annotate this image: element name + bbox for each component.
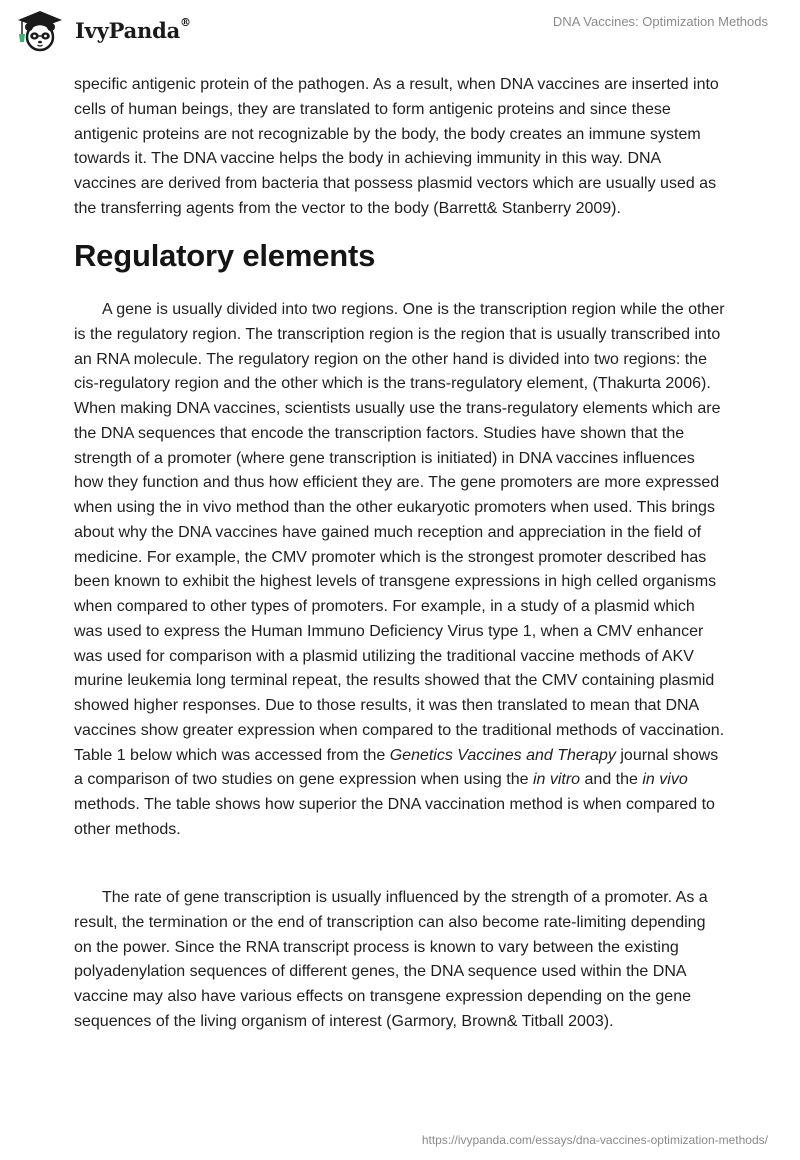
section-paragraph-1: A gene is usually divided into two regions. One is the transcription region while the other is the regulatory region. The transcription region is the region that is usually transcribed into an RNA molecule. The regulatory region on the other hand is divided into two regions: the cis-regulatory region and the other which is the trans-regulatory element, (Thakurta 2006). When making DNA vaccines, scientists usually use the trans-regulatory elements which are the DNA sequences that encode the transcription factors. Studies have shown that the strength of a promoter (where gene transcription is initiated) in DNA vaccines influences how they function and thus how efficient they are. The gene promoters are more expressed when using the in vivo method than the other eukaryotic promoters when used. This brings about why the DNA vaccines have gained much reception and appreciation in the field of medicine. For example, the CMV promoter which is the strongest promoter described has been known to exhibit the highest levels of transgene expressions in high celled organisms when compared to other types of promoters. For example, in a study of a plasmid which was used to express the Human Immuno Deficiency Virus type 1, when a CMV enhancer was used for comparison with a plasmid utilizing the traditional vaccine methods of AKV murine leukemia long terminal repeat, the results showed that the CMV containing plasmid showed higher responses. Due to those results, it was then translated to mean that DNA vaccines show greater expression when compared to the traditional methods of vaccination. Table 1 below which was accessed from the Genetics Vaccines and Therapy journal shows a comparison of two studies on gene expression when using the in vitro and the in vivo methods. The table shows how superior the DNA vaccination method is when compared to other methods. xyxy=(74,301,725,838)
source-url[interactable]: https://ivypanda.com/essays/dna-vaccines-optimization-methods/ xyxy=(421,1133,768,1147)
panda-graduate-icon xyxy=(12,8,68,52)
brand-name: IvyPanda® xyxy=(75,15,191,43)
section-heading: Regulatory elements xyxy=(74,238,376,273)
in-vitro-term: in vitro xyxy=(532,771,581,789)
in-vivo-term: in vivo xyxy=(642,771,688,789)
page-header xyxy=(0,0,800,60)
journal-title: Genetics Vaccines and Therapy xyxy=(389,746,616,764)
section-paragraph-2: The rate of gene transcription is usually influenced by the strength of a promoter. As a result, the termination or the end of transcription can also become rate-limiting depending on the power. Since the RNA transcript process is known to vary between the existing polyadenylation sequences of different genes, the DNA sequence used within the DNA vaccine may also have various effects on transgene expression depending on the gene sequences of the living organism of interest (Garmory, Brown& Titball 2003). xyxy=(74,889,708,1030)
intro-paragraph: specific antigenic protein of the pathogen. As a result, when DNA vaccines are inserted into cells of human beings, they are translated to form antigenic proteins and since these antigenic proteins are not recognizable by the body, the body creates an immune system towards it. The DNA vaccine helps the body in achieving immunity in this way. DNA vaccines are derived from bacteria that possess plasmid vectors which are usually used as the transferring agents from the vector to the body (Barrett& Stanberry 2009). xyxy=(74,76,719,217)
document-title: DNA Vaccines: Optimization Methods xyxy=(552,14,768,29)
ivypanda-logo[interactable] xyxy=(12,8,191,52)
